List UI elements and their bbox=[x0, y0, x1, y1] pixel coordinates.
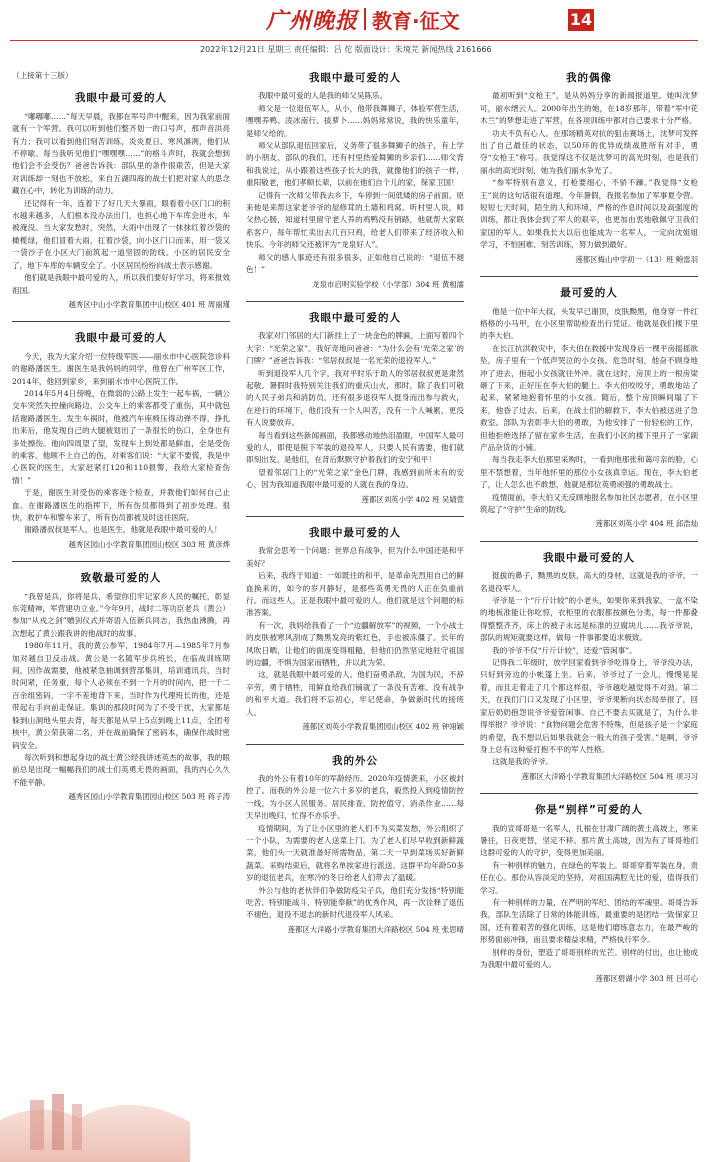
article bbox=[246, 312, 464, 517]
article bbox=[480, 804, 698, 986]
page-number: 14 bbox=[569, 10, 593, 29]
article-paragraph: 疫情期间，为了让小区里的老人们不为买菜发愁，外公组织了一个小队，为需要的老人送菜上门。为了老人们尽早收到新鲜蔬菜，他们头一天就准备好所需物品，第二天一早到菜场买好新鲜蔬菜。采购结束后，就将名单挨家进行派送。这群平均年龄50多岁的退伍老兵，在寒冷的冬日给老人们带去了温暖。 bbox=[246, 823, 464, 883]
article-paragraph: 有一种别样的力量，在严明的军纪、团结的军魂里。哥哥告诉我，部队生活除了日常的体能训练，最重要的是团结一致保家卫国，还有着艰苦的强化训练，这是他们磨练意志力，在最严峻的形势面前冲锋，而且要求精益求精，严格执行军令。 bbox=[480, 897, 698, 945]
article-paragraph: 有一次，我妈给我看了一个“边疆解放军”的视频，一个小战士的皮肤被寒风刮成了黝黑发亮的紫红色，手也被冻僵了。长年的风吹日晒，让他们的面庞变得粗糙，但他们仍然坚定地驻守祖国的边疆，不惧为国家而牺牲，并以此为荣。 bbox=[246, 620, 464, 668]
column-3 bbox=[480, 62, 698, 986]
article-paragraph: 于是，谢医生对受伤的乘客逐个检查，并教他们如何自己止血。在谢路潘医生的指挥下，所有伤员都得到了初步处理。很快，救护车和警车来了，所有伤员都被及时送往医院。 bbox=[12, 488, 230, 522]
article-divider bbox=[480, 276, 698, 277]
article-paragraph: 这，就是我眼中最可爱的人。他们奋勇杀敌，为国为民，不辞辛劳，勇于牺牲，用鲜血给我们铺就了一条没有苦难、没有战争的和平大道。我们将不忘初心，牢记使命，争做新时代的接班人。 bbox=[246, 670, 464, 717]
article bbox=[480, 552, 698, 794]
article-paragraph: 他们就是我眼中最可爱的人，所以我们要好好学习，将来报效祖国。 bbox=[12, 273, 230, 295]
article-byline: 越秀区园山小学教育集团园山校区 303 班 黄彦烨 bbox=[68, 539, 230, 549]
article-paragraph: 今天，我为大家介绍一位特级军医——丽水市中心医院急诊科的谢路潘医生。谢医生是我妈妈的同学，他曾在广州军区工作，2014年，他回到家乡，来到丽水市中心医院工作。 bbox=[12, 351, 230, 386]
article-paragraph: 每当看到这些新闻画面，我都感动地热泪盈眶，中国军人最可爱的人，即使是脱下军装的退役军人，只要人民有需要，他们就即刻出发。是他们，在背后默默守护着我们的安宁和平！ bbox=[246, 430, 464, 465]
article-byline: 龙泉市启明实验学校（小学部）304 班 黄相濡 bbox=[312, 279, 464, 289]
article-title: 我眼中最可爱的人 bbox=[75, 92, 167, 105]
edition-info: 2022年12月21日 星期三 责任编辑：吕 佗 版面设计：朱境芫 新闻热线 2161666 bbox=[200, 45, 492, 54]
article-divider bbox=[480, 793, 698, 794]
article-divider bbox=[246, 516, 464, 517]
article-paragraph: 谢路潘叔叔是军人，也是医生，他就是我眼中最可爱的人！ bbox=[24, 525, 222, 535]
article-divider bbox=[12, 321, 230, 322]
article-title: 我眼中最可爱的人 bbox=[309, 527, 401, 539]
article-paragraph: 他是一位中年大叔，头发早已谢顶，皮肤黝黑，他身穿一件红格格的小马甲，在小区里帮助检查出行凭证。他就是我们楼下里的李大伯。 bbox=[480, 306, 698, 341]
article-paragraph: 外公与他的老伙伴们争做防疫尖子兵，他们充分发扬“特别能吃苦、特别能战斗、特别能奉献”的优秀作风，再一次诠释了退伍不褪色，退役不退志的新时代退役军人风采。 bbox=[246, 885, 464, 920]
article-paragraph: 疫情面前，李大伯又无反顾地报名参加社区志愿者，在小区里筑起了“守护”生命的防线。 bbox=[480, 492, 698, 514]
article-title: 你是“别样”可爱的人 bbox=[535, 804, 643, 817]
section-title: 教育·征文 bbox=[372, 8, 460, 33]
masthead bbox=[0, 0, 708, 42]
article-byline: 莲都区刘英小学 404 班 邱浩灿 bbox=[595, 519, 698, 529]
article-paragraph: 最初听到“女枪王”，是从妈妈分享的新闻报道里。她叫沈梦可，丽水缙云人。2000年出生的她，在18岁那年，带着“军中花木兰”的梦想走进了军营，在各项训练中都对自己要求十分严格。 bbox=[480, 91, 698, 126]
article bbox=[246, 755, 464, 937]
column-1 bbox=[12, 62, 230, 804]
article-paragraph: 我的外公有着10年的军龄经历。2020年疫情袭来，小区被封控了。而我的外公是一位六十多岁的老兵，毅然投入到疫情防控一线，为小区人民服务。居民排查、防控值守、消杀作业……每天早出晚归，忙得不亦乐乎。 bbox=[246, 773, 464, 821]
article-byline: 越秀区中山小学教育集团中山校区 401 班 周丽瑾 bbox=[68, 299, 230, 309]
article bbox=[480, 72, 698, 277]
article bbox=[12, 572, 230, 803]
article-paragraph: 我常会思考一个问题：世界总有战争，但为什么中国还是和平美好？ bbox=[246, 546, 464, 568]
article-byline: 莲都区大洋路小学教育集团大洋路校区 504 班 张思晴 bbox=[287, 924, 464, 934]
article-paragraph: 记得我二年级时，放学回家看到爷爷吃得身上，爷爷没办法，只好到旁边的小帐篷上坐。后来，爷爷过了一会儿，慢慢晃晃着，而且走着走了几个都这样很，爷爷越吃越觉得不对劲。第二天，在我们门口又发现了小区里，爷爷果断向状态局举报了，回家后奶奶抱怨说爷爷爱管闲事。自己不要去买就是了，为什么非得举报？爷爷说：“食物问题会危害不特殊，但是孩子是一个家庭的希望，我不想以后如果我就会一般大的孩子受害。”是啊，爷爷身上总有这种爱打抱不平的军人性格。 bbox=[480, 658, 698, 754]
continued-note: （上接第十三版） bbox=[12, 71, 73, 80]
article-paragraph: 师父的感人事迹还有很多很多，正如他自己说的：“退伍不褪色！” bbox=[246, 252, 464, 275]
article-byline: 莲都区刘英小学教育集团园山校区 402 班 钟翊颖 bbox=[302, 722, 464, 732]
article-paragraph: 我家对门邻居的大门新挂上了一块金色的牌匾，上面写着四个大字：“光荣之家”。我好奇地问爸爸：“为什么会有‘光荣之家’的门牌？”爸爸告诉我：“邻居叔叔是一名光荣的退役军人。” bbox=[246, 331, 464, 366]
masthead-brand bbox=[266, 4, 460, 34]
article-paragraph: 2014年5月4日傍晚，在微弱的公路上发生一起车祸，一辆公交车突然失控撞向路边，公交车上的乘客都受了重伤，其中就包括谢路潘医生。发生车祸时，他被汽车座椅压得动弹不得，挣扎出来后，他发现自己的大腿被划出了一条很长的伤口，全身也有多处擦伤。他向四周望了望，发现车上到处都是鲜血，全是受伤的乘客。他顾不上自己的伤，对乘客们说：“大家不要慌，我是中心医院的医生，大家赶紧打120和110报警，我给大家检查伤情！” bbox=[12, 388, 230, 485]
article-paragraph: 还记得有一年，连着下了好几天大暴雨，眼看着小区门口的积水越来越多，人们根本没办法出门，也担心地下车库会进水，车被淹没。当大家发愁时，突然，大雨中出现了一抹抹红着沙袋的橄榄绿，他们冒着大雨，扛着沙袋，向小区门口而来，用一袋又一袋沙子在小区大门前筑起一道坚固的防线。小区的居民安全了，地下车库的车辆安全了。小区居民纷纷向战士表示感谢。 bbox=[12, 198, 230, 270]
article-title: 我眼中最可爱的人 bbox=[309, 72, 401, 84]
article-title: 最可爱的人 bbox=[560, 287, 618, 300]
column-articles bbox=[246, 72, 464, 936]
article-paragraph: 记得有一次师父带我去乡下，车停到一间低矮的房子前面。原来他是来帮这家老爷爷的屋修茸的土墙和鸡窝。听村里人说，师父热心肠，知道村里留守老人养的鸡鸭没有销路，他就帮大家联系客户，每年帮忙卖出去几百只鸡，给老人们带来了经济收入和快乐。今年的师父还被评为“龙泉好人”。 bbox=[246, 190, 464, 250]
article-byline: 莲都区大洋路小学教育集团大洋路校区 504 班 项习习 bbox=[521, 771, 698, 781]
article-paragraph: 别样的身份，塑造了哥哥别样的光芒。别样的付出，也让他成为我眼中最可爱的人。 bbox=[480, 947, 698, 969]
article-paragraph: 后来，我终于知道：一如既往的和平，是革命先烈用自己的鲜血换来的，如今的岁月静好，是那些英勇无畏的人正在负重前行。而这些人，正是我眼中最可爱的人。他们就是这个问题的标准答案。 bbox=[246, 571, 464, 618]
column-2 bbox=[246, 62, 464, 936]
article bbox=[246, 72, 464, 302]
column-articles bbox=[12, 92, 230, 803]
article-paragraph: 望着邻居门上的“光荣之家”金色门牌，我感到前所未有的安心，因为我知道我眼中最可爱的人就在我的身边。 bbox=[246, 467, 464, 490]
article-paragraph: “我曾是兵，你将是兵，希望你们牢记家乡人民的嘱托，彰显东莞精神，军营建功立业。”今年9月，战时二等功臣老兵（黄公）参加“从戎之剑”赠剑仪式并寄语入伍新兵同志，我热血沸腾，再次想起了黄公跟我讲的他战时的故事。 bbox=[12, 591, 230, 638]
article-divider bbox=[246, 301, 464, 302]
article-byline: 莲都区刘英小学 402 班 吴婧萱 bbox=[361, 494, 464, 504]
article-paragraph: 听到退役军人几个字，我对平时乐于助人的邻居叔叔更是肃然起敬。暑假时我特别关注我们的重庆山火，那时，除了我们可敬的人民子弟兵和消防员，还有很多退役军人挺身而出参与救火，在逆行的环境下，他们没有一个人叫苦，没有一个人喊累，更没有人说要放弃。 bbox=[246, 368, 464, 428]
article-paragraph: 在长江抗洪救灾中，李大伯在救援中发现身后一棵平房摇摇欲坠，房子里有一个低声哭泣的小女孩。危急时刻，他奋不顾身地冲了进去，抱起小女孩就往外冲。就在这时，房顶上的一根房梁砸了下来，正好压在李大伯的腿上。李大伯咬咬牙，勇敢地站了起来，紧紧地抱着怀里的小女孩。随后，整个房顶瞬间塌了下来，他昏了过去。后来，在战士们的解救下，李大伯被送进了急救室。部队为表彰李大伯的勇敢，为他安排了一份轻松的工作，但他拒绝选择了留在家乡生活，在我们小区的楼下里开了一家副产品杂货的小铺。 bbox=[480, 343, 698, 452]
article-paragraph: 每当我走李大伯那里采购时，一看到他那张和蔼可亲的脸，心里不禁想着，当年他怀里的那位小女孩真幸运。现在，李大伯老了，让人怎么也不敢想，他就是那位英勇顽强的勇敢战士。 bbox=[480, 455, 698, 490]
article-paragraph: 我的宣哥哥是一名军人，扎根在甘肃广阔的黄土高坡上，寒来暑往，日夜更替，坚定不移。那片黄土高坡，因为有了哥哥他们这群可爱的人的守护，变得更加美丽。 bbox=[480, 823, 698, 858]
article-paragraph: 师父从部队退伍回家后，义务带了很多舞狮子的孩子，有上学的小朋友、部队的我们，还有村里热爱舞狮的乡亲们……师父背和我说过，从小跟着这些孩子长大的我，就像他们的孩子一样，重阳敬老，他们孝顺长辈，以前在他们自个儿的家，保家卫国！ bbox=[246, 141, 464, 188]
article-paragraph: 1980年11月，我的黄公参军，1984年7月—1985年7月参加对越自卫反击战。黄公是一名随军步兵班长，在临战训练期间，因作战需要，他被紧急抽调到营部集训，培训通讯兵，当时时间紧，任务重，每个人必须在不到一个月的时间内，把一千二百余组密码，一字不差地背下来，当时作为代理班长的他，还是带起右手向前走保证。集训的那段时间为了不受干扰，大家都是躲到山洞地头里去背，每天都是从早上5点到晚上11点，全团考核中，黄公荣获第二名，并在战前确保了密码本，确保作战时密码安全。 bbox=[12, 641, 230, 750]
masthead-rule bbox=[10, 40, 698, 41]
decorative-figure-illustration bbox=[0, 1060, 190, 1162]
article-paragraph: “嘟嘟嘟……”每天早晨，我都在军号声中醒来，因为我家前面就有一个军营。我可以听到他们整齐划一的口号声，那声音洪亮有力；我可以看到他们刻苦训练，炎炎夏日、寒风凛冽，他们从不停歇。每当我听见他们“嘿嘿嘿……”的格斗声时，我就会想到他们会不会受伤？爸爸告诉我：部队里的条件很艰苦，但是大家对训练却一刻也不放松，来自五湖四海的战士们把对家人的思念藏在心中，转化为训练的动力。 bbox=[12, 111, 230, 196]
article-paragraph: “参军特别有意义，打枪要细心，不骄不躁。”我觉得“女枪王”说的这句话很有道理。今年暑假，我报名参加了军事夏令营。短短七天时间，陌生的人和环境，严格的作息时间以及高强度的训练，都让我体会到了军人的艰辛，也更加由衷地敬佩守卫我们家国的军人。如果我长大以后也能成为一名军人，一定向沈姐姐学习，不怕困难、刻苦训练，努力做到最好。 bbox=[480, 178, 698, 250]
article-title: 我眼中最可爱的人 bbox=[75, 332, 167, 345]
article-byline: 越秀区园山小学教育集团园山校区 503 班 蒋子涛 bbox=[68, 792, 230, 802]
article-byline: 莲都区碧湖小学 303 班 吕可心 bbox=[595, 974, 698, 984]
article-paragraph: 这就是我的爷爷。 bbox=[492, 757, 553, 767]
article-paragraph: 功夫不负有心人。在那场精英对抗的狙击赛场上，沈梦可发挥出了自己最佳的状态，以50环的优异成绩战胜所有对手，勇夺“女枪王”称号。我觉得这不仅是沈梦可的高光时刻，也是我们丽水的高光时刻，她为我们丽水争光了。 bbox=[480, 128, 698, 175]
article-paragraph: 爷爷是一个“斤斤计较”的小老头，如果你来到我家，一盒不染的地板准能让你吃惊，衣柜里的衣服都按颜色分类，每一件都叠得整整齐齐，床上的被子永远是标准的豆腐块儿……我爷爷说，部队的规矩就要这样，做每一件事都要追求极致。 bbox=[480, 596, 698, 643]
article bbox=[12, 332, 230, 562]
article-title: 致敬最可爱的人 bbox=[80, 572, 162, 585]
article-paragraph: 挺拔的鼻子，黝黑的皮肤，高大的身材，这就是我的爷爷，一名退役军人。 bbox=[480, 571, 698, 593]
article-paragraph: 师父是一位退伍军人，从小，他带我舞狮子，体验军营生活，嘿嘿养鸭、凌冰南行、拔萝卜……妈妈常常说，我的快乐童年，是师父给的。 bbox=[246, 103, 464, 138]
article bbox=[480, 287, 698, 542]
article bbox=[246, 527, 464, 745]
article-title: 我的偶像 bbox=[566, 72, 612, 84]
article-divider bbox=[480, 541, 698, 542]
article-title: 我的外公 bbox=[332, 754, 378, 767]
article-byline: 莲都区梅山中学初一（13）班 鲍雷羽 bbox=[575, 254, 698, 264]
article-title: 我眼中最可爱的人 bbox=[543, 551, 635, 564]
article-paragraph: 每次听到和想起身边的战士黄公经我讲述英杰的故事，我的眼前总是出现一幅幅我们的战士们英勇无畏的画面，我的内心久久不能平静。 bbox=[12, 752, 230, 787]
masthead-separator bbox=[364, 8, 366, 30]
newspaper-name: 广州晚报 bbox=[266, 7, 359, 34]
article-title: 我眼中最可爱的人 bbox=[309, 311, 401, 324]
article-paragraph: 有一种别样的魅力，在绿色的军装上。哥哥穿着军装在身，责任在心。那份从容淡定的坚持，对祖国满腔无比的爱，值得我们学习。 bbox=[480, 860, 698, 895]
article bbox=[12, 92, 230, 322]
column-articles bbox=[480, 72, 698, 986]
article-paragraph: 我眼中最可爱的人是我的师父吴陈乐。 bbox=[258, 91, 388, 101]
article-paragraph: 我的爷爷不仅“斤斤计较”，还爱“管闲事”。 bbox=[492, 645, 637, 655]
article-divider bbox=[246, 744, 464, 745]
article-divider bbox=[12, 561, 230, 562]
